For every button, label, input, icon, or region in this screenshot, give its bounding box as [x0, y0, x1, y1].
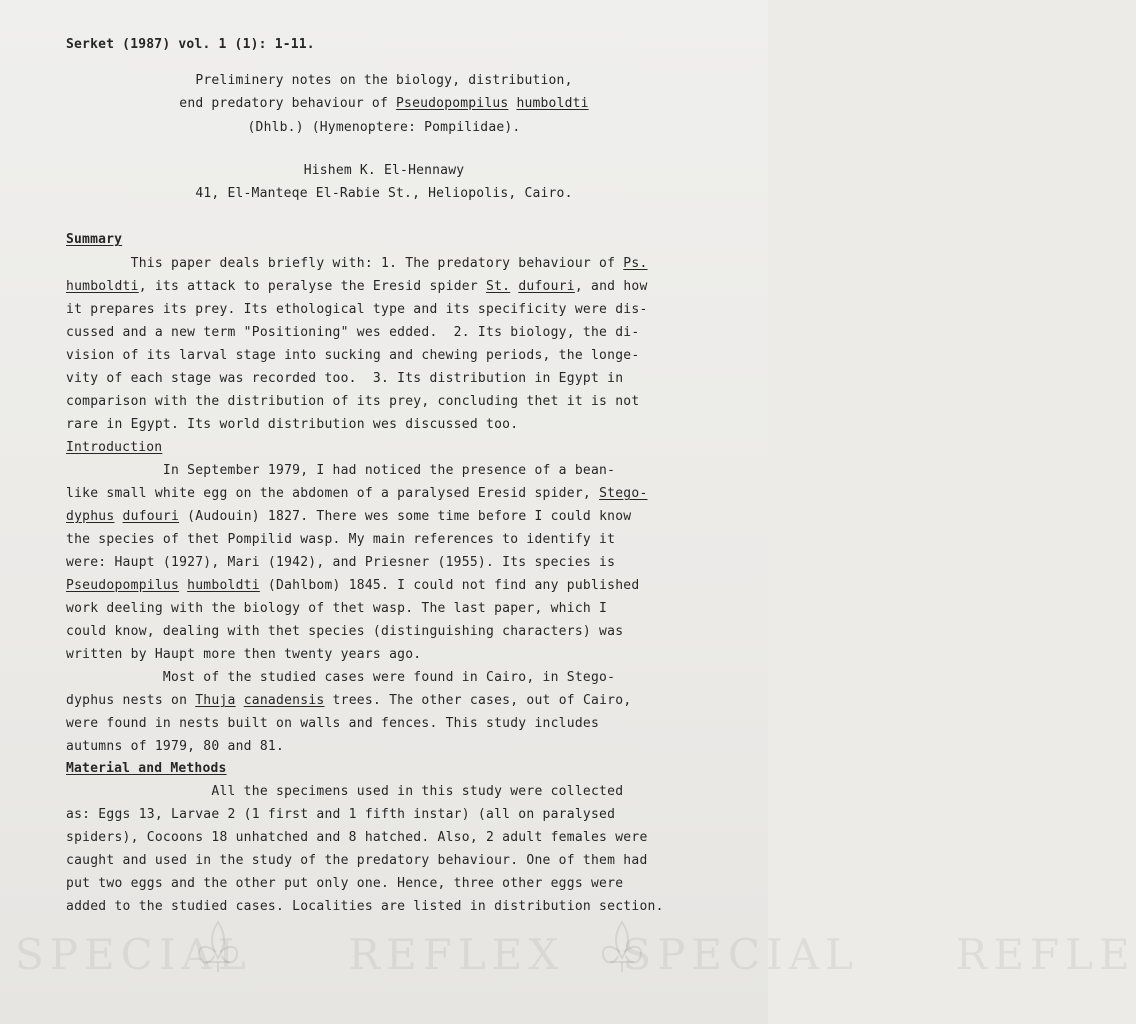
- title-line-2: [0, 96, 768, 111]
- taxon-abbrev: Ps.: [623, 256, 648, 271]
- intro-line: In September 1979, I had noticed the presence of a bean-: [66, 463, 616, 478]
- text-run: [114, 509, 122, 524]
- intro-line: were: Haupt (1927), Mari (1942), and Priesner (1955). Its species is: [66, 555, 616, 570]
- methods-line: as: Eggs 13, Larvae 2 (1 first and 1 fifth instar) (all on paralysed: [66, 807, 616, 822]
- methods-heading: Material and Methods: [66, 761, 227, 776]
- summary-line: [66, 256, 648, 271]
- intro-line: [66, 509, 631, 524]
- text-run: , its attack to peralyse the Eresid spider: [138, 279, 486, 294]
- methods-line: spiders), Cocoons 18 unhatched and 8 hatched. Also, 2 adult females were: [66, 830, 648, 845]
- taxon-species: dufouri: [122, 509, 180, 524]
- taxon-genus: Stego-: [599, 486, 648, 501]
- title-line-1: Preliminery notes on the biology, distribution,: [195, 73, 573, 88]
- methods-line: All the specimens used in this study were collected: [66, 784, 624, 799]
- text-run: [236, 693, 244, 708]
- text-run: , and how: [574, 279, 648, 294]
- summary-line: vity of each stage was recorded too. 3. Its distribution in Egypt in: [66, 371, 624, 386]
- text-run: dyphus nests on: [66, 693, 196, 708]
- methods-line: caught and used in the study of the predatory behaviour. One of them had: [66, 853, 648, 868]
- introduction-heading: Introduction: [66, 440, 163, 455]
- summary-line: rare in Egypt. Its world distribution wes discussed too.: [66, 417, 519, 432]
- taxon-species: humboldti: [187, 578, 260, 593]
- text-run: (Dahlbom) 1845. I could not find any published: [259, 578, 640, 593]
- intro-line: were found in nests built on walls and fences. This study includes: [66, 716, 600, 731]
- intro-line: written by Haupt more then twenty years ago.: [66, 647, 422, 662]
- paper-watermark: SPECIAL REFLEX SPECIAL REFLE: [15, 930, 1136, 979]
- intro-line: [66, 486, 648, 501]
- taxon-genus: dyphus: [66, 509, 115, 524]
- intro-line: work deeling with the biology of thet wasp. The last paper, which I: [66, 601, 608, 616]
- text-run: This paper deals briefly with: 1. The predatory behaviour of: [66, 256, 624, 271]
- taxon-abbrev: St.: [486, 279, 511, 294]
- title-line-3: (Dhlb.) (Hymenoptere: Pompilidae).: [247, 120, 521, 135]
- taxon-species: dufouri: [518, 279, 575, 294]
- methods-line: put two eggs and the other put only one. Hence, three other eggs were: [66, 876, 624, 891]
- title-genus: Pseudopompilus: [396, 96, 509, 111]
- title-text: end predatory behaviour of: [179, 96, 397, 111]
- text-run: (Audouin) 1827. There wes some time before I could know: [179, 509, 632, 524]
- taxon-species: canadensis: [243, 693, 325, 708]
- summary-line: cussed and a new term "Positioning" wes edded. 2. Its biology, the di-: [66, 325, 640, 340]
- fleur-de-lis-icon: [192, 918, 244, 976]
- intro-line: autumns of 1979, 80 and 81.: [66, 739, 285, 754]
- intro-line: Most of the studied cases were found in Cairo, in Stego-: [66, 670, 616, 685]
- summary-line: vision of its larval stage into sucking and chewing periods, the longe-: [66, 348, 640, 363]
- summary-line: comparison with the distribution of its prey, concluding thet it is not: [66, 394, 640, 409]
- intro-line: could know, dealing with thet species (distinguishing characters) was: [66, 624, 624, 639]
- summary-heading: Summary: [66, 232, 123, 247]
- intro-line: the species of thet Pompilid wasp. My main references to identify it: [66, 532, 616, 547]
- text-run: like small white egg on the abdomen of a paralysed Eresid spider,: [66, 486, 600, 501]
- methods-line: added to the studied cases. Localities are listed in distribution section.: [66, 899, 664, 914]
- taxon-genus: Thuja: [195, 693, 236, 708]
- intro-line: [66, 693, 631, 708]
- text-run: trees. The other cases, out of Cairo,: [324, 693, 632, 708]
- title-species: humboldti: [516, 96, 589, 111]
- summary-line: it prepares its prey. Its ethological type and its specificity were dis-: [66, 302, 648, 317]
- author-address: 41, El-Manteqe El-Rabie St., Heliopolis, Cairo.: [195, 186, 573, 201]
- taxon-genus: Pseudopompilus: [66, 578, 180, 593]
- journal-reference: Serket (1987) vol. 1 (1): 1-11.: [66, 37, 315, 52]
- author-name: Hishem K. El-Hennawy: [303, 163, 465, 178]
- summary-line: [66, 279, 648, 294]
- fleur-de-lis-icon: [596, 918, 648, 976]
- intro-line: [66, 578, 639, 593]
- text-run: [179, 578, 187, 593]
- taxon-species: humboldti: [66, 279, 139, 294]
